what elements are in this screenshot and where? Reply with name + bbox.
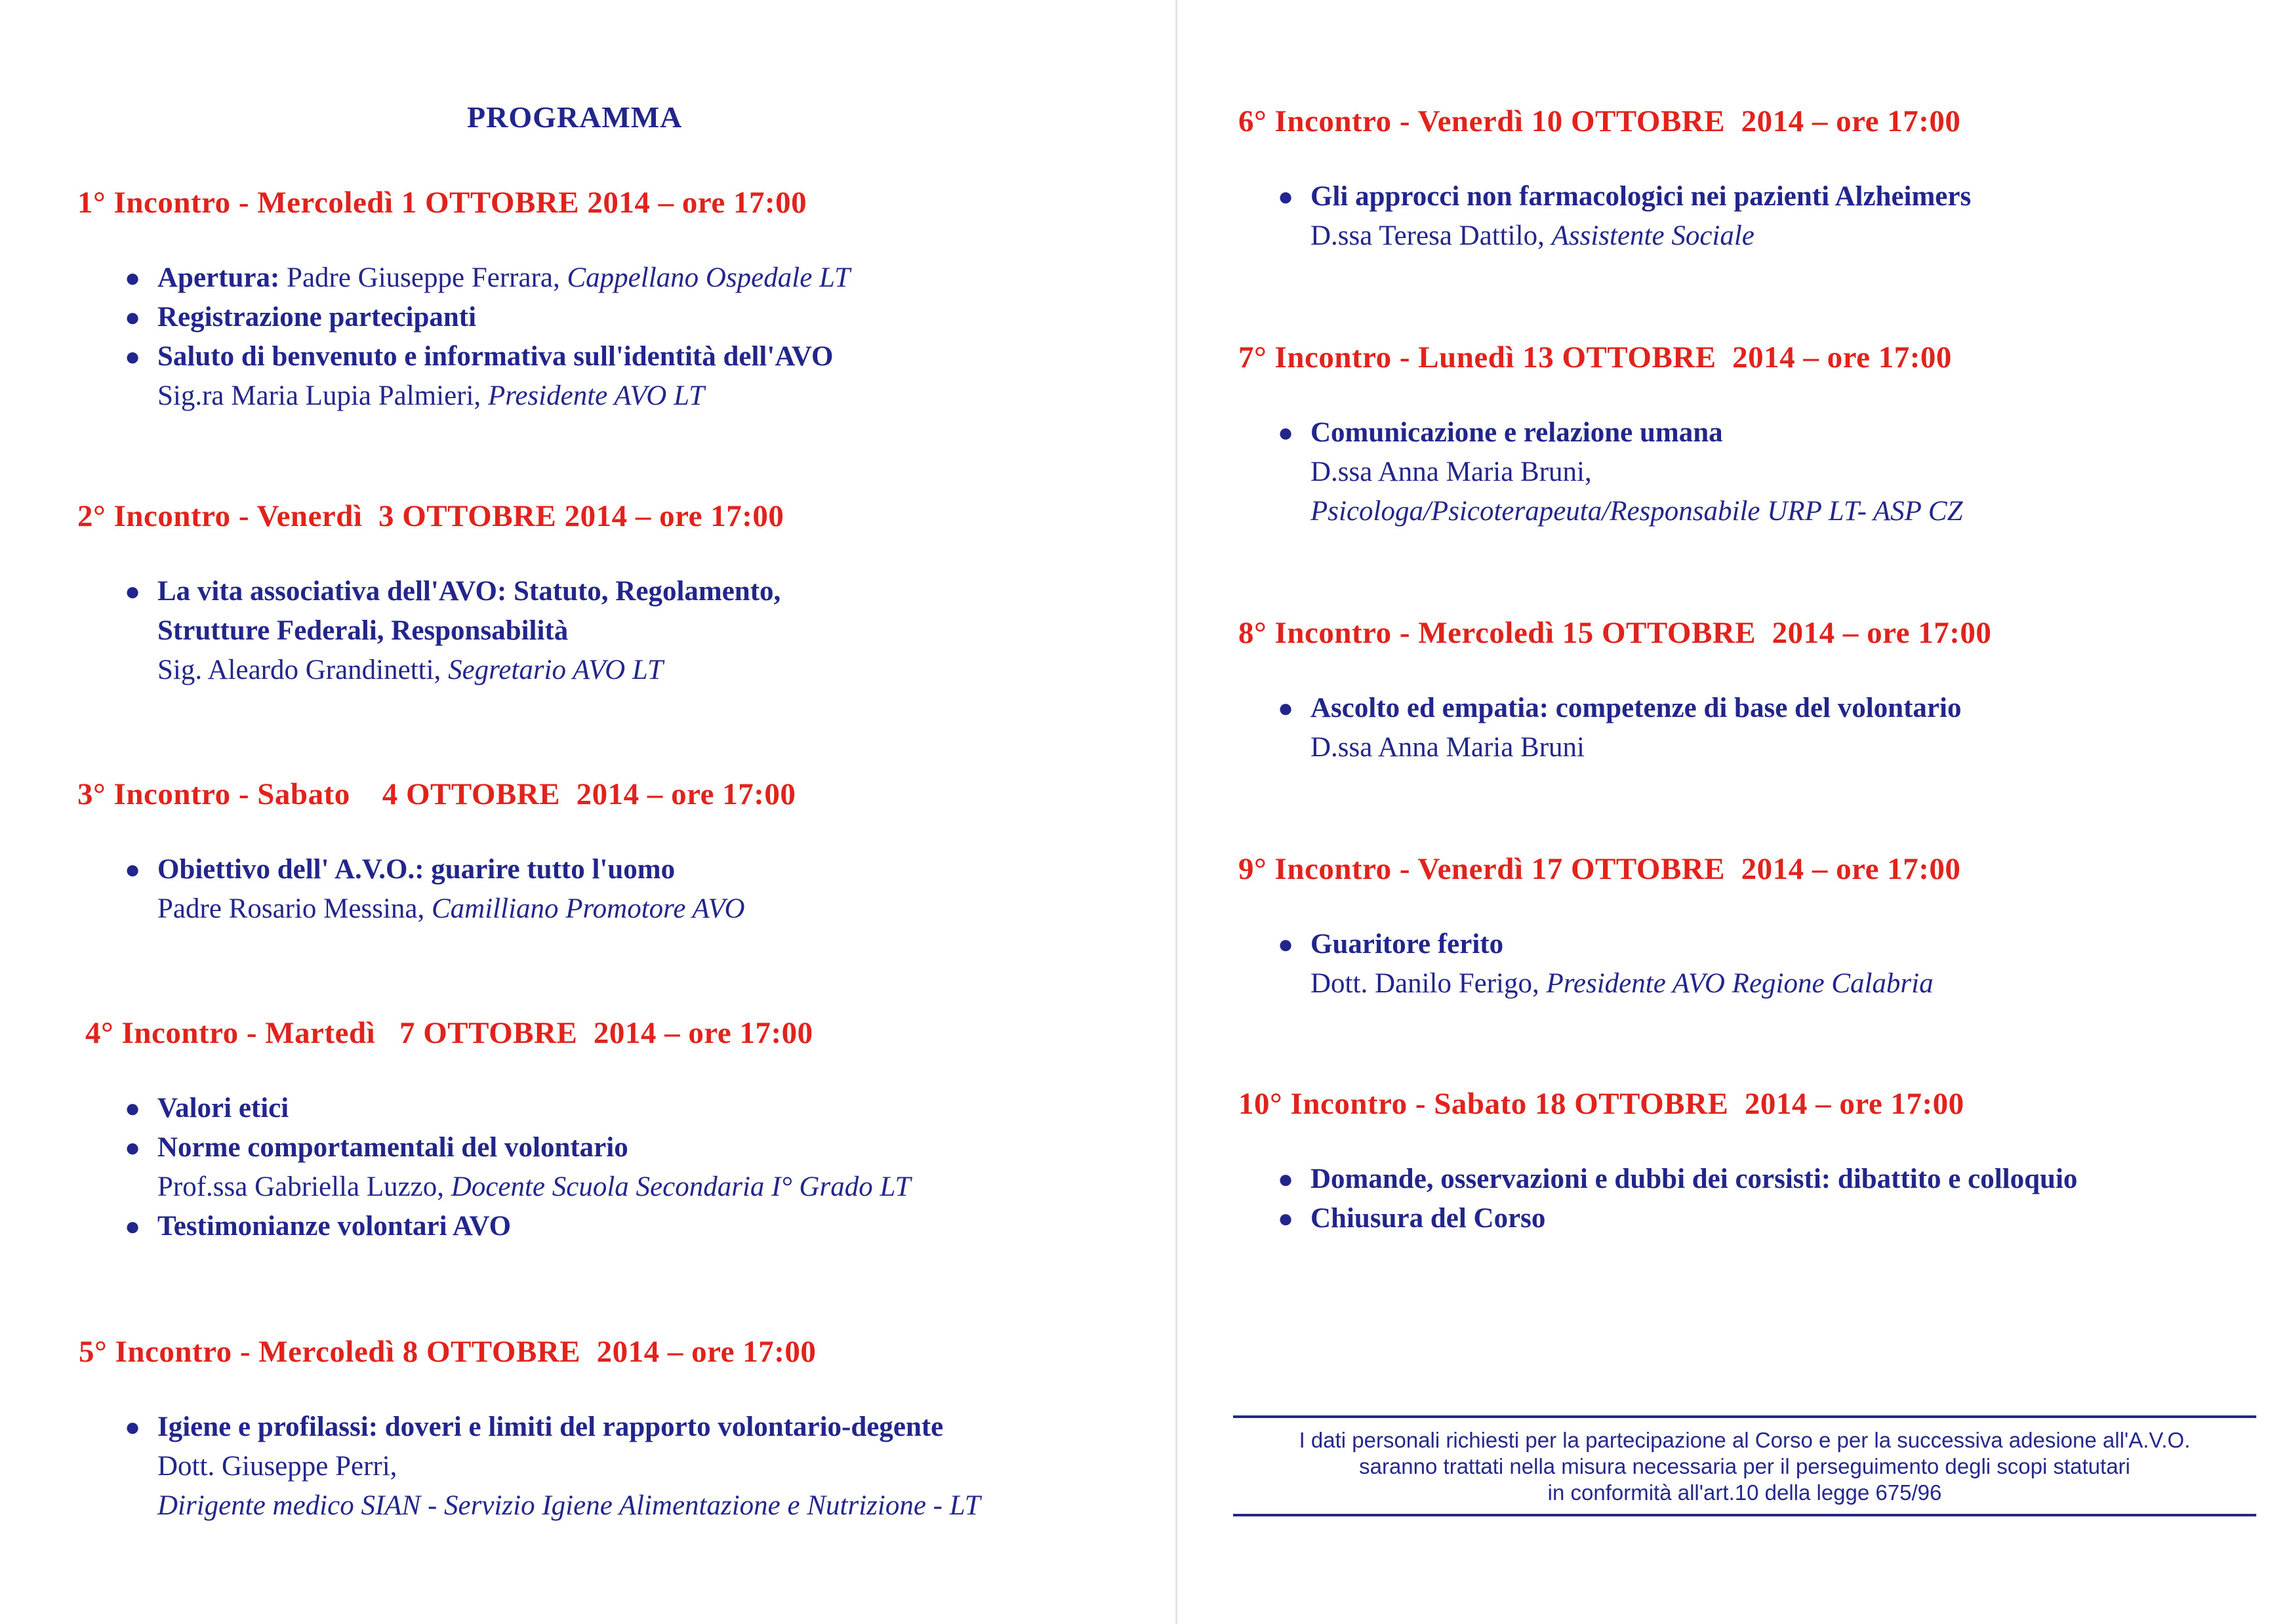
speaker-role: Segretario AVO LT	[448, 655, 663, 685]
session-items	[118, 572, 784, 690]
session-8	[1238, 615, 1991, 767]
session-header: 3° Incontro - Sabato 4 OTTOBRE 2014 – ore 17:00	[77, 777, 796, 811]
session-4	[85, 1015, 910, 1246]
list-item	[118, 850, 796, 929]
speaker-role: Cappellano Ospedale LT	[567, 262, 851, 293]
speaker-name: Sig. Aleardo Grandinetti,	[157, 655, 449, 685]
bullet-icon: ●	[125, 577, 141, 606]
list-item	[1271, 177, 1971, 256]
session-header: 9° Incontro - Venerdì 17 OTTOBRE 2014 – ore 17:00	[1238, 852, 1961, 886]
speaker-role: Assistente Sociale	[1551, 220, 1755, 251]
speaker-name: Padre Rosario Messina,	[157, 893, 432, 924]
bullet-icon: ●	[1278, 693, 1294, 723]
session-items	[118, 258, 850, 416]
session-header: 4° Incontro - Martedì 7 OTTOBRE 2014 – ore 17:00	[85, 1016, 813, 1050]
speaker-role: Camilliano Promotore AVO	[432, 893, 745, 924]
speaker-role: Presidente AVO Regione Calabria	[1546, 968, 1934, 999]
list-item	[1271, 689, 1991, 767]
item-title: Registrazione partecipanti	[157, 302, 477, 333]
session-1	[77, 185, 850, 416]
session-items	[1271, 1160, 2077, 1238]
speaker-role: Docente Scuola Secondaria I° Grado LT	[451, 1171, 911, 1202]
speaker-role: Psicologa/Psicoterapeuta/Responsabile URP LT- ASP CZ	[1310, 496, 1963, 527]
privacy-notice	[1233, 1415, 2256, 1516]
item-title: Apertura:	[157, 262, 280, 293]
speaker-role: Presidente AVO LT	[487, 380, 705, 411]
session-items	[118, 1408, 981, 1526]
session-items	[118, 1089, 910, 1246]
bullet-icon: ●	[1278, 1204, 1294, 1233]
session-5	[79, 1334, 981, 1526]
session-header: 6° Incontro - Venerdì 10 OTTOBRE 2014 – ore 17:00	[1238, 104, 1961, 138]
session-items	[1271, 177, 1971, 256]
session-items	[1271, 689, 1991, 767]
item-title: Comunicazione e relazione umana	[1310, 417, 1723, 448]
item-title-continued: Strutture Federali, Responsabilità	[157, 615, 569, 646]
page-fold	[1175, 0, 1177, 1624]
list-item	[1271, 925, 1960, 1004]
list-item	[118, 572, 784, 690]
right-page	[1178, 0, 2272, 1624]
bullet-icon: ●	[1278, 418, 1294, 447]
session-items	[1271, 413, 1962, 531]
speaker-name: D.ssa Anna Maria Bruni	[1310, 732, 1585, 763]
item-title: Valori etici	[157, 1093, 289, 1124]
session-header: 5° Incontro - Mercoledì 8 OTTOBRE 2014 – ore 17:00	[79, 1335, 817, 1369]
privacy-line-2: saranno trattati nella misura necessaria per il perseguimento degli scopi statutari	[1359, 1454, 2130, 1478]
session-header: 2° Incontro - Venerdì 3 OTTOBRE 2014 – ore 17:00	[77, 499, 784, 533]
speaker-name: Dott. Danilo Ferigo,	[1310, 968, 1547, 999]
session-2	[77, 498, 784, 690]
speaker-name: Prof.ssa Gabriella Luzzo,	[157, 1171, 451, 1202]
list-item	[118, 1128, 910, 1207]
session-6	[1238, 104, 1971, 256]
item-title: Obiettivo dell' A.V.O.: guarire tutto l'uomo	[157, 854, 676, 885]
speaker-name: Sig.ra Maria Lupia Palmieri,	[157, 380, 488, 411]
list-item	[118, 258, 850, 298]
speaker-name: Padre Giuseppe Ferrara,	[279, 262, 567, 293]
privacy-line-3: in conformità all'art.10 della legge 675/96	[1547, 1480, 1942, 1505]
list-item	[118, 1089, 910, 1128]
item-title: Norme comportamentali del volontario	[157, 1132, 628, 1163]
session-header: 10° Incontro - Sabato 18 OTTOBRE 2014 – ore 17:00	[1238, 1087, 1964, 1121]
list-item	[118, 298, 850, 337]
list-item	[1271, 413, 1962, 531]
session-items	[118, 850, 796, 929]
bullet-icon: ●	[1278, 929, 1294, 959]
bullet-icon: ●	[1278, 1164, 1294, 1194]
list-item	[1271, 1160, 2077, 1199]
bullet-icon: ●	[1278, 182, 1294, 211]
speaker-name: Dott. Giuseppe Perri,	[157, 1451, 397, 1482]
item-title: Chiusura del Corso	[1310, 1203, 1546, 1234]
list-item	[1271, 1199, 2077, 1238]
speaker-name: D.ssa Teresa Dattilo,	[1310, 220, 1552, 251]
bullet-icon: ●	[125, 1211, 141, 1241]
item-title: Igiene e profilassi: doveri e limiti del rapporto volontario-degente	[157, 1411, 944, 1442]
session-header: 7° Incontro - Lunedì 13 OTTOBRE 2014 – ore 17:00	[1238, 340, 1952, 375]
item-title: Domande, osservazioni e dubbi dei corsisti: dibattito e colloquio	[1310, 1164, 2078, 1194]
list-item	[118, 337, 850, 416]
item-title: Guaritore ferito	[1310, 929, 1504, 960]
session-10	[1238, 1086, 2077, 1238]
speaker-name: D.ssa Anna Maria Bruni,	[1310, 457, 1592, 487]
bullet-icon: ●	[125, 342, 141, 371]
page-title: PROGRAMMA	[467, 100, 683, 134]
bullet-icon: ●	[125, 263, 141, 293]
session-items	[1271, 925, 1960, 1004]
session-7	[1238, 340, 1962, 531]
session-header: 8° Incontro - Mercoledì 15 OTTOBRE 2014 – ore 17:00	[1238, 616, 1992, 650]
privacy-line-1: I dati personali richiesti per la partecipazione al Corso e per la successiva adesione all'A.V.O.	[1299, 1428, 2191, 1452]
item-title: Ascolto ed empatia: competenze di base del volontario	[1310, 693, 1962, 723]
session-3	[77, 777, 796, 929]
item-title: La vita associativa dell'AVO: Statuto, Regolamento,	[157, 576, 781, 607]
list-item	[118, 1207, 910, 1246]
speaker-role: Dirigente medico SIAN - Servizio Igiene Alimentazione e Nutrizione - LT	[157, 1490, 981, 1521]
item-title: Testimonianze volontari AVO	[157, 1211, 512, 1242]
bullet-icon: ●	[125, 302, 141, 332]
list-item	[118, 1408, 981, 1526]
session-header: 1° Incontro - Mercoledì 1 OTTOBRE 2014 – ore 17:00	[77, 186, 807, 220]
bullet-icon: ●	[125, 1133, 141, 1162]
session-9	[1238, 851, 1960, 1004]
item-title: Saluto di benvenuto e informativa sull'identità dell'AVO	[157, 341, 834, 372]
item-title: Gli approcci non farmacologici nei pazienti Alzheimers	[1310, 181, 1972, 212]
bullet-icon: ●	[125, 1412, 141, 1442]
bullet-icon: ●	[125, 855, 141, 884]
bullet-icon: ●	[125, 1093, 141, 1123]
